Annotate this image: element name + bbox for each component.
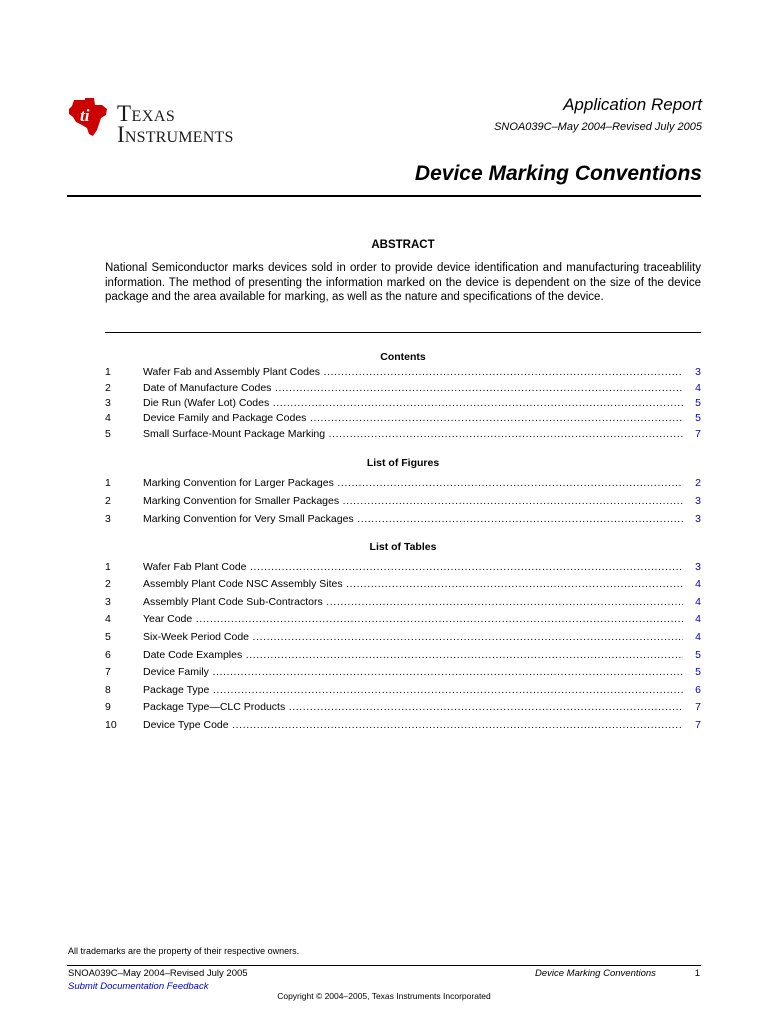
abstract-heading: ABSTRACT xyxy=(371,239,435,251)
toc-entry-page-link[interactable]: 4 xyxy=(695,382,701,394)
report-id: SNOA039C–May 2004–Revised July 2005 xyxy=(494,121,702,133)
table-entry-page-link[interactable]: 3 xyxy=(695,561,701,573)
ti-wordmark xyxy=(117,103,234,146)
table-entry-page-link[interactable]: 7 xyxy=(695,701,701,713)
figure-entry-number: 3 xyxy=(105,513,111,525)
footer-doc-title: Device Marking Conventions xyxy=(535,968,656,979)
figure-entry-label: Marking Convention for Very Small Packages ..... xyxy=(143,512,683,526)
toc-entry[interactable] xyxy=(105,396,701,410)
logo-line-instruments: Instruments xyxy=(117,122,234,147)
table-entry-label: Assembly Plant Code NSC Assembly Sites ..... xyxy=(143,577,683,591)
toc-entry-number: 4 xyxy=(105,412,111,424)
figure-entry-label: Marking Convention for Smaller Packages ..... xyxy=(143,494,683,508)
table-entry-number: 2 xyxy=(105,578,111,590)
toc-entry[interactable] xyxy=(105,411,701,425)
toc-entry-page-link[interactable]: 3 xyxy=(695,366,701,378)
toc-entry-label: Wafer Fab and Assembly Plant Codes ..... xyxy=(143,365,683,379)
table-entry-label: Year Code ..... xyxy=(143,612,683,626)
toc-entry-number: 5 xyxy=(105,428,111,440)
toc-entry[interactable] xyxy=(105,427,701,441)
toc-entry-label: Device Family and Package Codes ..... xyxy=(143,411,683,425)
figure-entry-label: Marking Convention for Larger Packages ..... xyxy=(143,476,683,490)
figure-entry-number: 1 xyxy=(105,477,111,489)
table-entry-page-link[interactable]: 5 xyxy=(695,649,701,661)
figure-entry-page-link[interactable]: 3 xyxy=(695,513,701,525)
document-title: Device Marking Conventions xyxy=(414,162,702,185)
page-number: 1 xyxy=(694,968,700,979)
table-entry-page-link[interactable]: 6 xyxy=(695,684,701,696)
table-entry-page-link[interactable]: 7 xyxy=(695,719,701,731)
table-entry-number: 9 xyxy=(105,701,111,713)
table-entry[interactable] xyxy=(105,577,701,591)
toc-entry-label: Date of Manufacture Codes ..... xyxy=(143,381,683,395)
table-entry-number: 6 xyxy=(105,649,111,661)
trademark-notice: All trademarks are the property of their respective owners. xyxy=(68,946,300,956)
table-entry[interactable] xyxy=(105,595,701,609)
table-entry-page-link[interactable]: 4 xyxy=(695,578,701,590)
table-entry-label: Device Type Code ..... xyxy=(143,718,683,732)
footer-doc-id: SNOA039C–May 2004–Revised July 2005 xyxy=(68,968,248,979)
table-entry[interactable] xyxy=(105,648,701,662)
figure-entry-number: 2 xyxy=(105,495,111,507)
figure-entry[interactable] xyxy=(105,494,701,508)
table-entry-label: Device Family ..... xyxy=(143,665,683,679)
table-entry-label: Assembly Plant Code Sub-Contractors ..... xyxy=(143,595,683,609)
figure-entry-page-link[interactable]: 2 xyxy=(695,477,701,489)
toc-entry-number: 3 xyxy=(105,397,111,409)
table-entry-page-link[interactable]: 4 xyxy=(695,613,701,625)
toc-entry-label: Die Run (Wafer Lot) Codes ..... xyxy=(143,396,683,410)
feedback-link[interactable]: Submit Documentation Feedback xyxy=(68,981,209,992)
toc-entry-label: Small Surface-Mount Package Marking ..... xyxy=(143,427,683,441)
table-entry-number: 8 xyxy=(105,684,111,696)
table-entry-page-link[interactable]: 5 xyxy=(695,666,701,678)
figures-heading: List of Figures xyxy=(366,457,440,469)
table-entry-number: 1 xyxy=(105,561,111,573)
logo-line-texas: Texas xyxy=(117,101,176,126)
table-entry[interactable] xyxy=(105,560,701,574)
table-entry-label: Package Type—CLC Products ..... xyxy=(143,700,683,714)
table-entry-number: 5 xyxy=(105,631,111,643)
table-entry[interactable] xyxy=(105,665,701,679)
report-type: Application Report xyxy=(563,95,702,114)
table-entry-page-link[interactable]: 4 xyxy=(695,596,701,608)
ti-logo-icon xyxy=(68,97,112,137)
table-entry[interactable] xyxy=(105,612,701,626)
table-entry-label: Date Code Examples ..... xyxy=(143,648,683,662)
table-entry-label: Six-Week Period Code ..... xyxy=(143,630,683,644)
toc-entry[interactable] xyxy=(105,365,701,379)
table-entry[interactable] xyxy=(105,700,701,714)
figure-entry-page-link[interactable]: 3 xyxy=(695,495,701,507)
toc-entry-page-link[interactable]: 5 xyxy=(695,397,701,409)
footer-divider xyxy=(67,965,701,966)
table-entry-number: 10 xyxy=(105,719,117,731)
table-entry-number: 7 xyxy=(105,666,111,678)
table-entry-number: 4 xyxy=(105,613,111,625)
ti-logo xyxy=(68,97,268,149)
abstract-text: National Semiconductor marks devices sold in order to provide device identification and manufacturing traceablility information. The method of presenting the information marked on the device is dependent on the size of the device package and the area available for marking, as well as the nature and specifications of the device. xyxy=(105,262,701,304)
abstract-divider xyxy=(105,332,701,333)
copyright-notice: Copyright © 2004–2005, Texas Instruments Incorporated xyxy=(277,991,491,1001)
table-entry-number: 3 xyxy=(105,596,111,608)
svg-text:ti: ti xyxy=(80,106,90,125)
toc-entry-number: 1 xyxy=(105,366,111,378)
toc-entry-number: 2 xyxy=(105,382,111,394)
figure-entry[interactable] xyxy=(105,476,701,490)
title-divider xyxy=(67,195,701,197)
toc-entry-page-link[interactable]: 5 xyxy=(695,412,701,424)
table-entry-page-link[interactable]: 4 xyxy=(695,631,701,643)
toc-entry[interactable] xyxy=(105,381,701,395)
table-entry-label: Wafer Fab Plant Code ..... xyxy=(143,560,683,574)
contents-heading: Contents xyxy=(380,351,426,363)
table-entry[interactable] xyxy=(105,683,701,697)
toc-entry-page-link[interactable]: 7 xyxy=(695,428,701,440)
table-entry-label: Package Type ..... xyxy=(143,683,683,697)
tables-heading: List of Tables xyxy=(369,541,437,553)
figure-entry[interactable] xyxy=(105,512,701,526)
table-entry[interactable] xyxy=(105,718,701,732)
table-entry[interactable] xyxy=(105,630,701,644)
